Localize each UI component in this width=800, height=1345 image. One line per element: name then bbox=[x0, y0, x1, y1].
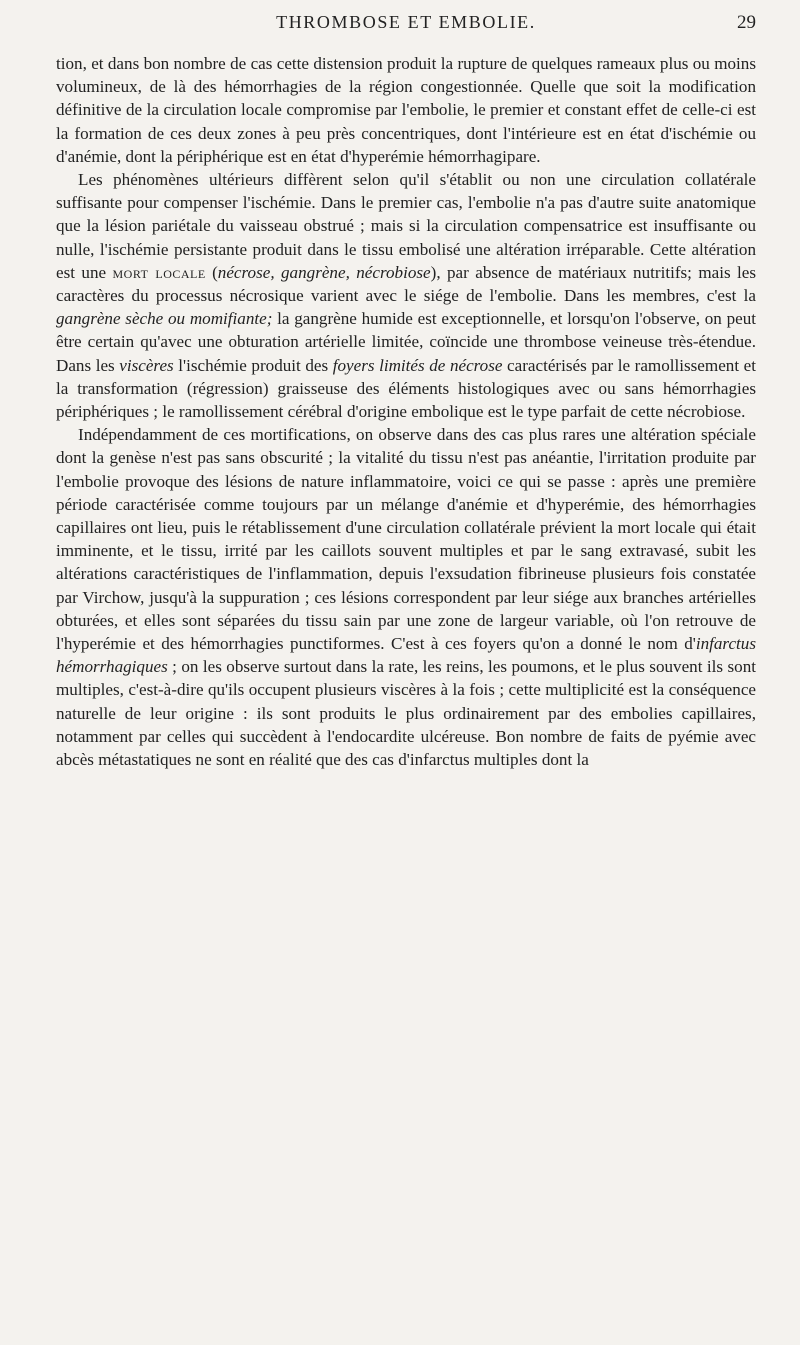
text-segment: Indépendamment de ces mortifications, on observe dans des cas plus rares une altération spéciale dont la genèse n'est pas sans obscurité ; la vitalité du tissu n'est pas anéantie, l'irritation produite par l'embolie provoque des lésions de nature inflammatoire, voici ce qui se passe : après une première période caractérisée comme toujours par un mélange d'anémie et d'hyperémie, des hémorrhagies capillaires ont lieu, puis le rétablissement d'une circulation collatérale prévient la mort locale qui était imminente, et le tissu, irrité par les caillots souvent multiples et par le sang extravasé, subit les altérations caractéristiques de l'inflammation, depuis l'exsudation fibrineuse plusieurs fois constatée par Virchow, jusqu'à la suppuration ; ces lésions correspondent par leur siége aux branches artérielles obturées, et elles sont séparées du tissu sain par une zone de largeur variable, où l'on retrouve de l'hyperémie et des hémorrhagies punctiformes. C'est à ces foyers qu'on a donné le nom d' bbox=[56, 425, 756, 654]
body-text bbox=[56, 52, 756, 771]
italic-term: gangrène sèche ou momifiante; bbox=[56, 309, 273, 329]
text-segment: ( bbox=[205, 262, 218, 282]
text-segment: caractérisés par le ramollissement et la transformation (régression) graisseuse des éléments histologiques avec ou sans hémorrhagies périphériques ; le ramollissement cérébral d'origine embolique est le type parfait de cette nécrobiose. bbox=[56, 355, 756, 422]
text-segment: ), par absence de matériaux nutritifs; mais les caractères du processus nécrosique varient avec le siége de l'embolie. Dans les membres, c'est la bbox=[56, 262, 757, 306]
book-page bbox=[56, 12, 756, 771]
italic-term: nécrose, gangrène, nécrobiose bbox=[217, 262, 431, 282]
italic-term: foyers limités de nécrose bbox=[332, 355, 503, 375]
italic-term: viscères bbox=[119, 355, 174, 375]
smallcaps-term: mort locale bbox=[112, 262, 206, 282]
page-number: 29 bbox=[737, 12, 756, 33]
paragraph bbox=[56, 52, 756, 168]
italic-term: infarctus hémorrhagiques bbox=[56, 634, 756, 677]
text-segment: la gangrène humide est exceptionnelle, et lorsqu'on l'observe, on peut être certain qu'avec une obturation artérielle limitée, coïncide une thrombose veineuse très-étendue. Dans les bbox=[56, 309, 756, 375]
paragraph bbox=[56, 423, 756, 771]
text-segment: Les phénomènes ultérieurs diffèrent selon qu'il s'établit ou non une circulation collatérale suffisante pour compenser l'ischémie. Dans le premier cas, l'embolie n'a pas d'autre suite anatomique que la lésion pariétale du vaisseau obstrué ; mais si la circulation compensatrice est insuffisante ou nulle, l'ischémie persistante produit dans le tissu embolisé une altération irréparable. Cette altération est une bbox=[56, 170, 756, 282]
text-segment: ; on les observe surtout dans la rate, les reins, les poumons, et le plus souvent ils sont multiples, c'est-à-dire qu'ils occupent plusieurs viscères à la fois ; cette multiplicité est la conséquence naturelle de leur origine : ils sont produits le plus ordinairement par des embolies capillaires, notamment par celles qui succèdent à l'endocardite ulcéreuse. Bon nombre de faits de pyémie avec abcès métastatiques ne sont en réalité que des cas d'infarctus multiples dont la bbox=[56, 657, 756, 770]
page-header bbox=[56, 12, 756, 52]
running-head: THROMBOSE ET EMBOLIE. bbox=[276, 12, 536, 32]
text-segment: tion, et dans bon nombre de cas cette distension produit la rupture de quelques rameaux plus ou moins volumineux, de là des hémorrhagies de la région congestionnée. Quelle que soit la modification définitive de la circulation locale compromise par l'embolie, le premier et constant effet de celle-ci est la formation de ces deux zones à peu près concentriques, dont l'intérieure est en état d'ischémie ou d'anémie, dont la périphérique est en état d'hyperémie hémorrhagipare. bbox=[56, 54, 756, 166]
text-segment: l'ischémie produit des bbox=[173, 355, 333, 375]
paragraph bbox=[56, 168, 756, 423]
